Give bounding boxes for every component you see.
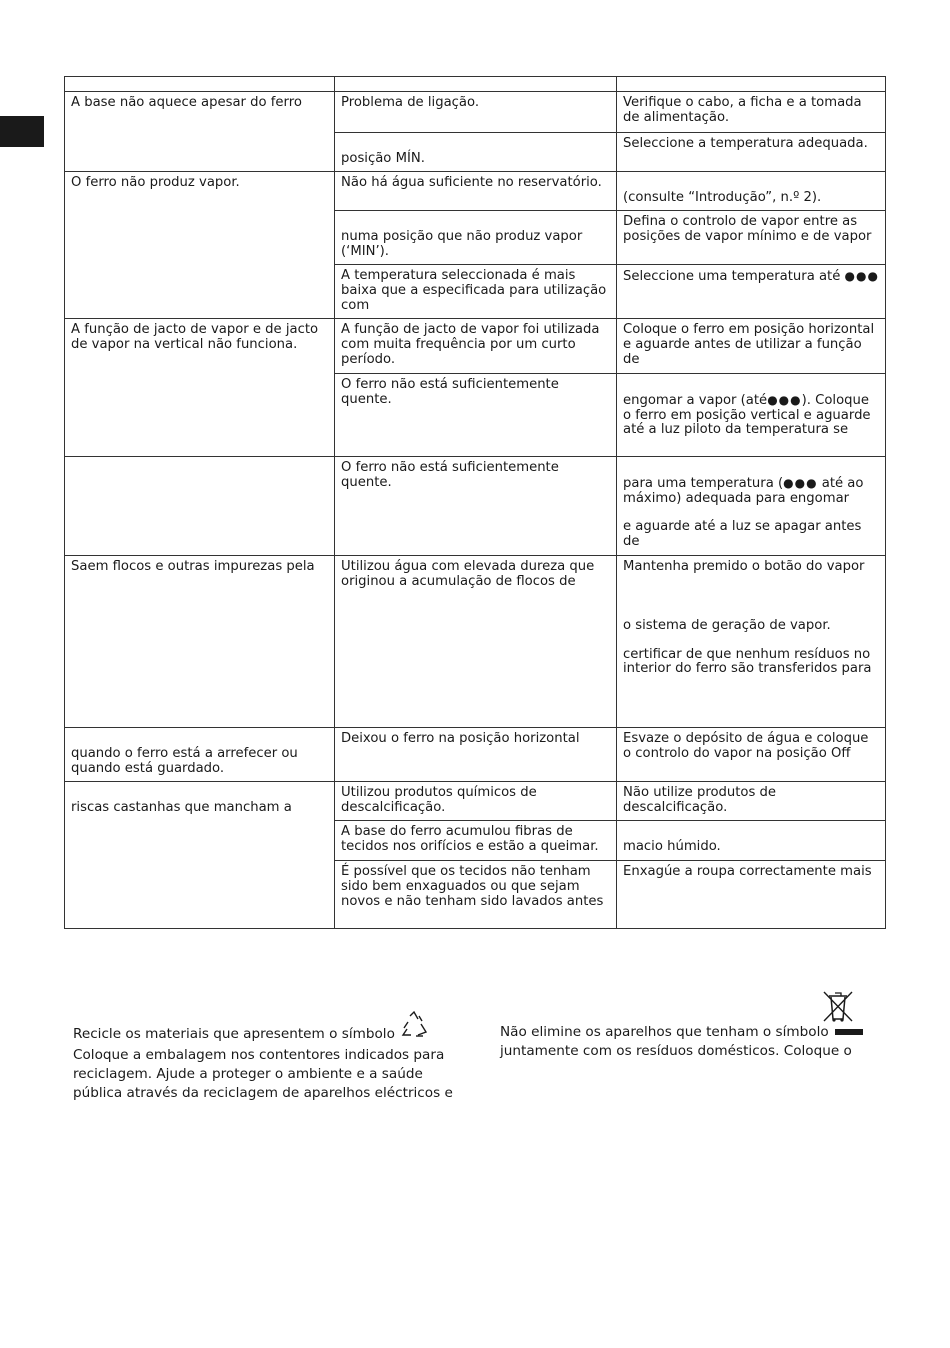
cause-cell [335, 457, 617, 556]
problem-cell [65, 782, 335, 929]
cause-cell [335, 728, 617, 782]
cause-cell [335, 133, 617, 172]
problem-text: A função de jacto de vapor e de jacto de vapor na vertical não funciona. [71, 322, 319, 352]
cause-cell [335, 556, 617, 728]
recycling-line [73, 1022, 453, 1046]
problem-cell [65, 457, 335, 556]
solution-text: ). Coloque o ferro em posição vertical e aguarde até a luz piloto da temperatura se [623, 392, 871, 438]
problem-text: A base não aquece apesar do ferro [71, 95, 302, 110]
weee-line [500, 1023, 870, 1042]
weee-text: Não elimine os aparelhos que tenham o símbolo [500, 1024, 829, 1040]
cause-cell [335, 821, 617, 861]
solution-text: Esvaze o depósito de água e coloque o controlo do vapor na posição Off [623, 731, 869, 761]
problem-text: quando o ferro está a arrefecer ou quando está guardado. [71, 745, 298, 776]
table-row [65, 556, 886, 728]
underline-bar-icon [835, 1029, 863, 1035]
solution-cell [617, 821, 886, 861]
recycling-text: pública através da reciclagem de aparelhos eléctricos e [73, 1085, 453, 1101]
solution-text: Verifique o cabo, a ficha e a tomada de alimentação. [623, 95, 862, 125]
solution-cell [617, 133, 886, 172]
cause-cell [335, 265, 617, 319]
recycling-text: Recicle os materiais que apresentem o símbolo [73, 1026, 395, 1042]
solution-cell [617, 374, 886, 457]
cause-cell [335, 92, 617, 133]
weee-note [500, 1023, 870, 1061]
table-row [65, 319, 886, 374]
temperature-dots-icon: ●●● [767, 392, 802, 407]
temperature-dots-icon: ●●● [783, 475, 818, 490]
solution-cell [617, 861, 886, 929]
solution-cell [617, 457, 886, 556]
cause-text: Não há água suficiente no reservatório. [341, 175, 602, 190]
cause-text: Problema de ligação. [341, 95, 480, 110]
language-tab-marker [0, 116, 44, 147]
cause-cell [335, 782, 617, 821]
cause-text: Utilizou água com elevada dureza que originou a acumulação de flocos de [341, 559, 595, 589]
cause-cell [335, 374, 617, 457]
table-row [65, 172, 886, 211]
cause-text: É possível que os tecidos não tenham sido bem enxaguados ou que sejam novos e não tenham sido lavados antes [341, 864, 604, 909]
solution-text: Defina o controlo de vapor entre as posições de vapor mínimo e de vapor [623, 214, 872, 244]
problem-text: Saem flocos e outras impurezas pela [71, 559, 315, 574]
cause-text: numa posição que não produz vapor (‘MIN’). [341, 228, 583, 259]
solution-cell [617, 265, 886, 319]
cause-text: Utilizou produtos químicos de descalcificação. [341, 785, 537, 815]
solution-text: Coloque o ferro em posição horizontal e aguarde antes de utilizar a função de [623, 322, 875, 367]
solution-cell [617, 92, 886, 133]
solution-text: Enxagúe a roupa correctamente mais [623, 864, 872, 879]
solution-text: Mantenha premido o botão do vapor [623, 559, 865, 574]
solution-cell [617, 172, 886, 211]
cause-text: posição MÍN. [341, 150, 425, 166]
solution-text: certificar de que nenhum resíduos no interior do ferro são transferidos para [623, 646, 872, 677]
solution-cell [617, 728, 886, 782]
header-solution [617, 77, 886, 92]
solution-text: e aguarde até a luz se apagar antes de [623, 519, 862, 550]
table-row [65, 782, 886, 821]
problem-cell [65, 319, 335, 457]
problem-cell [65, 92, 335, 172]
solution-text: (consulte “Introdução”, n.º 2). [623, 189, 822, 205]
recycle-icon [399, 1022, 429, 1046]
troubleshooting-table [64, 76, 886, 929]
solution-text: Não utilize produtos de descalcificação. [623, 785, 777, 815]
crossed-bin-icon [820, 988, 856, 1024]
cause-cell [335, 861, 617, 929]
cause-text: O ferro não está suficientemente quente. [341, 377, 559, 407]
solution-cell [617, 782, 886, 821]
solution-text: engomar a vapor (até [623, 392, 768, 408]
temperature-dots-icon: ●●● [844, 269, 879, 283]
table-row [65, 92, 886, 133]
problem-text: O ferro não produz vapor. [71, 175, 240, 190]
cause-text: Deixou o ferro na posição horizontal [341, 731, 580, 746]
cause-text: A função de jacto de vapor foi utilizada com muita frequência por um curto período. [341, 322, 600, 367]
solution-cell [617, 319, 886, 374]
solution-text: macio húmido. [623, 838, 721, 854]
cause-text: O ferro não está suficientemente quente. [341, 460, 559, 490]
cause-text: A temperatura seleccionada é mais baixa que a especificada para utilização com [341, 268, 607, 313]
solution-text: Seleccione uma temperatura até [623, 269, 841, 284]
recycling-note [73, 1022, 453, 1103]
weee-text: juntamente com os resíduos domésticos. Coloque o [500, 1043, 852, 1059]
solution-cell [617, 211, 886, 265]
cause-cell [335, 319, 617, 374]
cause-cell [335, 211, 617, 265]
header-problem [65, 77, 335, 92]
problem-cell [65, 172, 335, 319]
recycling-text: Coloque a embalagem nos contentores indicados para [73, 1047, 445, 1063]
recycling-text: reciclagem. Ajude a proteger o ambiente e a saúde [73, 1066, 423, 1082]
table-header-row [65, 77, 886, 92]
header-cause [335, 77, 617, 92]
table-row [65, 728, 886, 782]
problem-cell [65, 728, 335, 782]
table-row [65, 457, 886, 556]
solution-text: até ao máximo) adequada para engomar [623, 475, 864, 506]
solution-text: para uma temperatura ( [623, 475, 784, 491]
cause-cell [335, 172, 617, 211]
solution-text: o sistema de geração de vapor. [623, 617, 831, 633]
problem-text: riscas castanhas que mancham a [71, 799, 292, 815]
solution-text: Seleccione a temperatura adequada. [623, 136, 868, 151]
problem-cell [65, 556, 335, 728]
solution-cell [617, 556, 886, 728]
cause-text: A base do ferro acumulou fibras de tecidos nos orifícios e estão a queimar. [341, 824, 599, 854]
